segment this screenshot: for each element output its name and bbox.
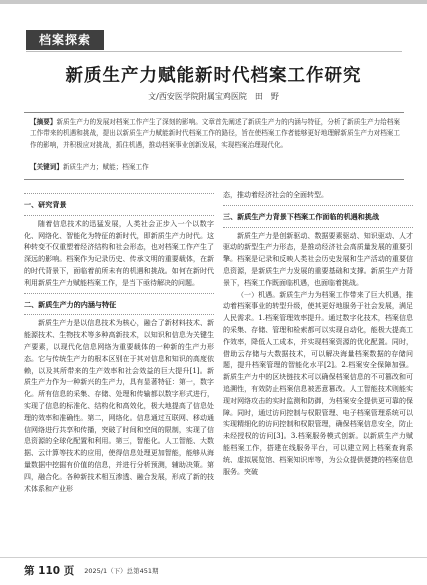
- section-divider: [223, 227, 413, 228]
- section-heading: 二、新质生产力的内涵与特征: [24, 299, 117, 309]
- section-divider: [24, 193, 214, 194]
- body-paragraph: 新质生产力是以信息技术为核心，融合了新材料技术、新能源技术、生物技术等多种高新技术，以知识和信息为关键生产要素，以现代化信息网络为重要载体的一种新的生产力形态。它与传统生产力的根本区别在于其对信息和知识的高度依赖，以及其所带来的生产效率和社会效益的巨大提升[1]。新质生产力作为一种新兴的生产力，具有显著特征：第一，数字化。所有信息的采集、存储、处理和传输都以数字形式进行，实现了信息的标准化、结构化和高效化，极大地提高了信息处理的效率和准确性。第二，网络化。信息通过互联网、移动通信网络进行共享和传播，突破了时间和空间的限制，实现了信息资源的全球化配置和利用。第三，智能化。人工智能、大数据、云计算等技术的应用，使得信息处理更加智能，能够从海量数据中挖掘有价值的信息，并进行分析预测，辅助决策。第四，融合化。各种新技术相互渗透、融合发展，形成了新的技术体系和产业形: [24, 319, 214, 493]
- author-line: 文/西安医学院附属宝鸡医院 田 野: [148, 92, 279, 101]
- section-divider: [24, 293, 214, 294]
- section-heading: 三、新质生产力背景下档案工作面临的机遇和挑战: [223, 211, 380, 221]
- keywords-label: 【关键词】: [30, 163, 63, 171]
- body-paragraph: 新质生产力是创新驱动、数据要素驱动、知识驱动、人才驱动的新型生产力形态，是推动经济社会高质量发展的重要引擎。档案是记录和反映人类社会历史发展和生产活动的重要信息资源，是新质生产力发展的重要基础和支撑。新质生产力背景下，档案工作既面临机遇，也面临着挑战。: [223, 231, 413, 287]
- body-paragraph: 随着信息技术的迅猛发展，人类社会正步入一个以数字化、网络化、智能化为特征的新时代，即新质生产力时代。这种转变不仅重塑着经济结构和社会形态，也对档案工作产生了深远的影响。档案作为记录历史、传承文明的重要载体，在新的时代背景下，面临着前所未有的机遇和挑战。如何在新时代利用新质生产力赋能档案工作，是当下亟待解决的问题。: [24, 219, 214, 287]
- abstract-label: 【摘要】: [30, 118, 57, 126]
- top-decorative-bar: [0, 0, 427, 4]
- section-divider: [24, 314, 214, 315]
- page-number: 第 110 页: [24, 564, 75, 577]
- section-divider: [24, 215, 214, 216]
- column-tag-rule: [26, 51, 402, 52]
- left-column: [24, 190, 214, 495]
- abstract: [30, 117, 400, 151]
- footer-rule: [0, 557, 427, 558]
- article-title: 新质生产力赋能新时代档案工作研究: [65, 66, 362, 86]
- body-paragraph: 态，推动着经济社会的全面转型。: [223, 191, 328, 199]
- section-heading: 一、研究背景: [24, 200, 67, 209]
- section-divider: [223, 205, 413, 206]
- column-tag: 档案探索: [26, 30, 104, 50]
- keywords: [30, 162, 400, 173]
- abstract-text: 新质生产力的发展对档案工作产生了深刻的影响。文章首先阐述了新质生产力的内涵与特征，分析了新质生产力给档案工作带来的机遇和挑战，提出以新质生产力赋能新时代档案工作的路径，旨在使档案工作者能够更好地理解新质生产力对档案工作的影响，并积极应对挑战，抓住机遇，推动档案事业创新发展，实现档案治理现代化。: [30, 118, 401, 149]
- right-column: [223, 190, 413, 478]
- body-paragraph: （一）机遇。新质生产力为档案工作带来了巨大机遇，推动着档案事业的转型升级，使其更好地服务于社会发展，满足人民需求。1.档案管理效率提升。通过数字化技术，档案信息的采集、存储、管理和检索都可以实现自动化，能极大提高工作效率，降低人工成本，并实现档案资源的优化配置。同时，借助云存储与大数据技术，可以解决海量档案数据的存储问题，提升档案管理的智能化水平[2]。2.档案安全保障加强。新质生产力中的区块链技术可以确保档案信息的不可篡改和可追溯性，有效防止档案信息被恶意篡改。人工智能技术则能实现对网络攻击的实时监测和防御，为档案安全提供更可靠的保障。同时，通过访问控制与权限管理、电子档案管理系统可以实现精细化的访问控制和权限管理，确保档案信息安全，防止未经授权的访问[3]。3.档案服务模式创新。以新质生产力赋能档案工作，搭建在线服务平台，可以建立网上档案查询系统、虚拟展览馆、档案知识库等，为公众提供便捷的档案信息服务。突破: [223, 290, 413, 476]
- keywords-text: 新质生产力；赋能；档案工作: [62, 163, 149, 171]
- issue-info: 2025/1（下）总第451期: [84, 566, 159, 575]
- page-footer: [24, 562, 159, 578]
